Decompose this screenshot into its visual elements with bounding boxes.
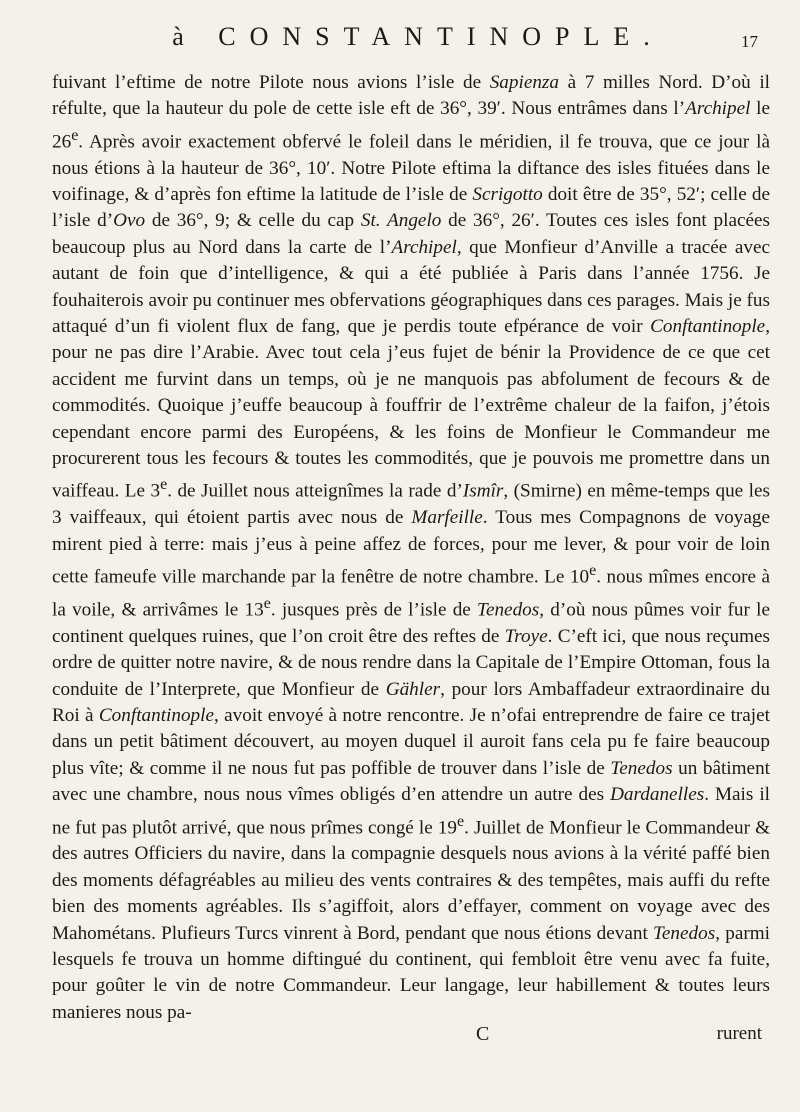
running-head: à CONSTANTINOPLE. [172,22,664,51]
page-number: 17 [741,32,758,51]
catchword: rurent [716,1023,762,1044]
signature-mark: C [476,1023,490,1045]
body-paragraph: fuivant l’eftime de notre Pilote nous avions l’isle de Sapienza à 7 milles Nord. D’où il réfulte, que la hauteur du pole de cette isle eft de 36°, 39′. Nous entrâmes dans l’Archipel le 26e. Après avoir exactement obfervé le foleil dans le méridien, il fe trouva, que ce jour là nous étions à la hauteur de 36°, 10′. Notre Pilote eftima la diftance des isles fituées dans le voifinage, & d’après fon eftime la latitude de l’isle de Scrigotto doit être de 35°, 52′; celle de l’isle d’Ovo de 36°, 9; & celle du cap St. Angelo de 36°, 26′. Toutes ces isles font placées beaucoup plus au Nord dans la carte de l’Archipel, que Monfieur d’Anville a tracée avec autant de foin que d’intelligence, & qui a été publiée à Paris dans l’année 1756. Je fouhaiterois avoir pu continuer mes obfervations géographiques dans ces parages. Mais je fus attaqué d’un fi violent flux de fang, que je perdis toute efpérance de voir Conftantinople, pour ne pas dire l’Arabie. Avec tout cela j’eus fujet de bénir la Providence de ce que cet accident me furvint dans un temps, où je ne manquois pas abfolument de fecours & de commodités. Quoique j’euffe beaucoup à fouffrir de l’extrême chaleur de la faifon, j’étois cependant encore parmi des Européens, & les foins de Monfieur le Commandeur me procurerent tous les fecours & toutes les commodités, que je pouvois me promettre dans un vaiffeau. Le 3e. de Juillet nous atteignîmes la rade d’Ismîr, (Smirne) en même-temps que les 3 vaiffeaux, qui étoient partis avec nous de Marfeille. Tous mes Compagnons de voyage mirent pied à terre: mais j’eus à peine affez de forces, pour me lever, & pour voir de loin cette fameufe ville marchande par la fenêtre de notre chambre. Le 10e. nous mîmes encore à la voile, & arrivâmes le 13e. jusques près de l’isle de Tenedos, d’où nous pûmes voir fur le continent quelques ruines, que l’on croit être des reftes de Troye. C’eft ici, que nous reçumes ordre de quitter notre navire, & de nous rendre dans la Capitale de l’Empire Ottoman, fous la conduite de l’Interprete, que Monfieur de Gähler, pour lors Ambaffadeur extraordinaire du Roi à Conftantinople, avoit envoyé à notre rencontre. Je n’ofai entreprendre de faire ce trajet dans un petit bâtiment découvert, au moyen duquel il auroit fans cela pu fe faire beaucoup plus vîte; & comme il ne nous fut pas poffible de trouver dans l’isle de Tenedos un bâtiment avec une chambre, nous nous vîmes obligés d’en attendre un autre des Dardanelles. Mais il ne fut pas plutôt arrivé, que nous prîmes congé le 19e. Juillet de Monfieur le Commandeur & des autres Officiers du navire, dans la compagnie desquels nous avions à la vérité paffé bien des moments défagréables au milieu des vents contraires & des tempêtes, mais auffi du refte bien des moments agréables. Ils s’agiffoit, alors d’effayer, comment on voyage avec des Mahométans. Plufieurs Turcs vinrent à Bord, pendant que nous étions devant Tenedos, parmi lesquels fe trouva un homme diftingué du continent, qui fembloit être venu avec fa fuite, pour goûter le vin de notre Commandeur. Leur langage, leur habillement & toutes leurs manieres nous pa- [52,72,770,1023]
page-header [118,22,758,62]
